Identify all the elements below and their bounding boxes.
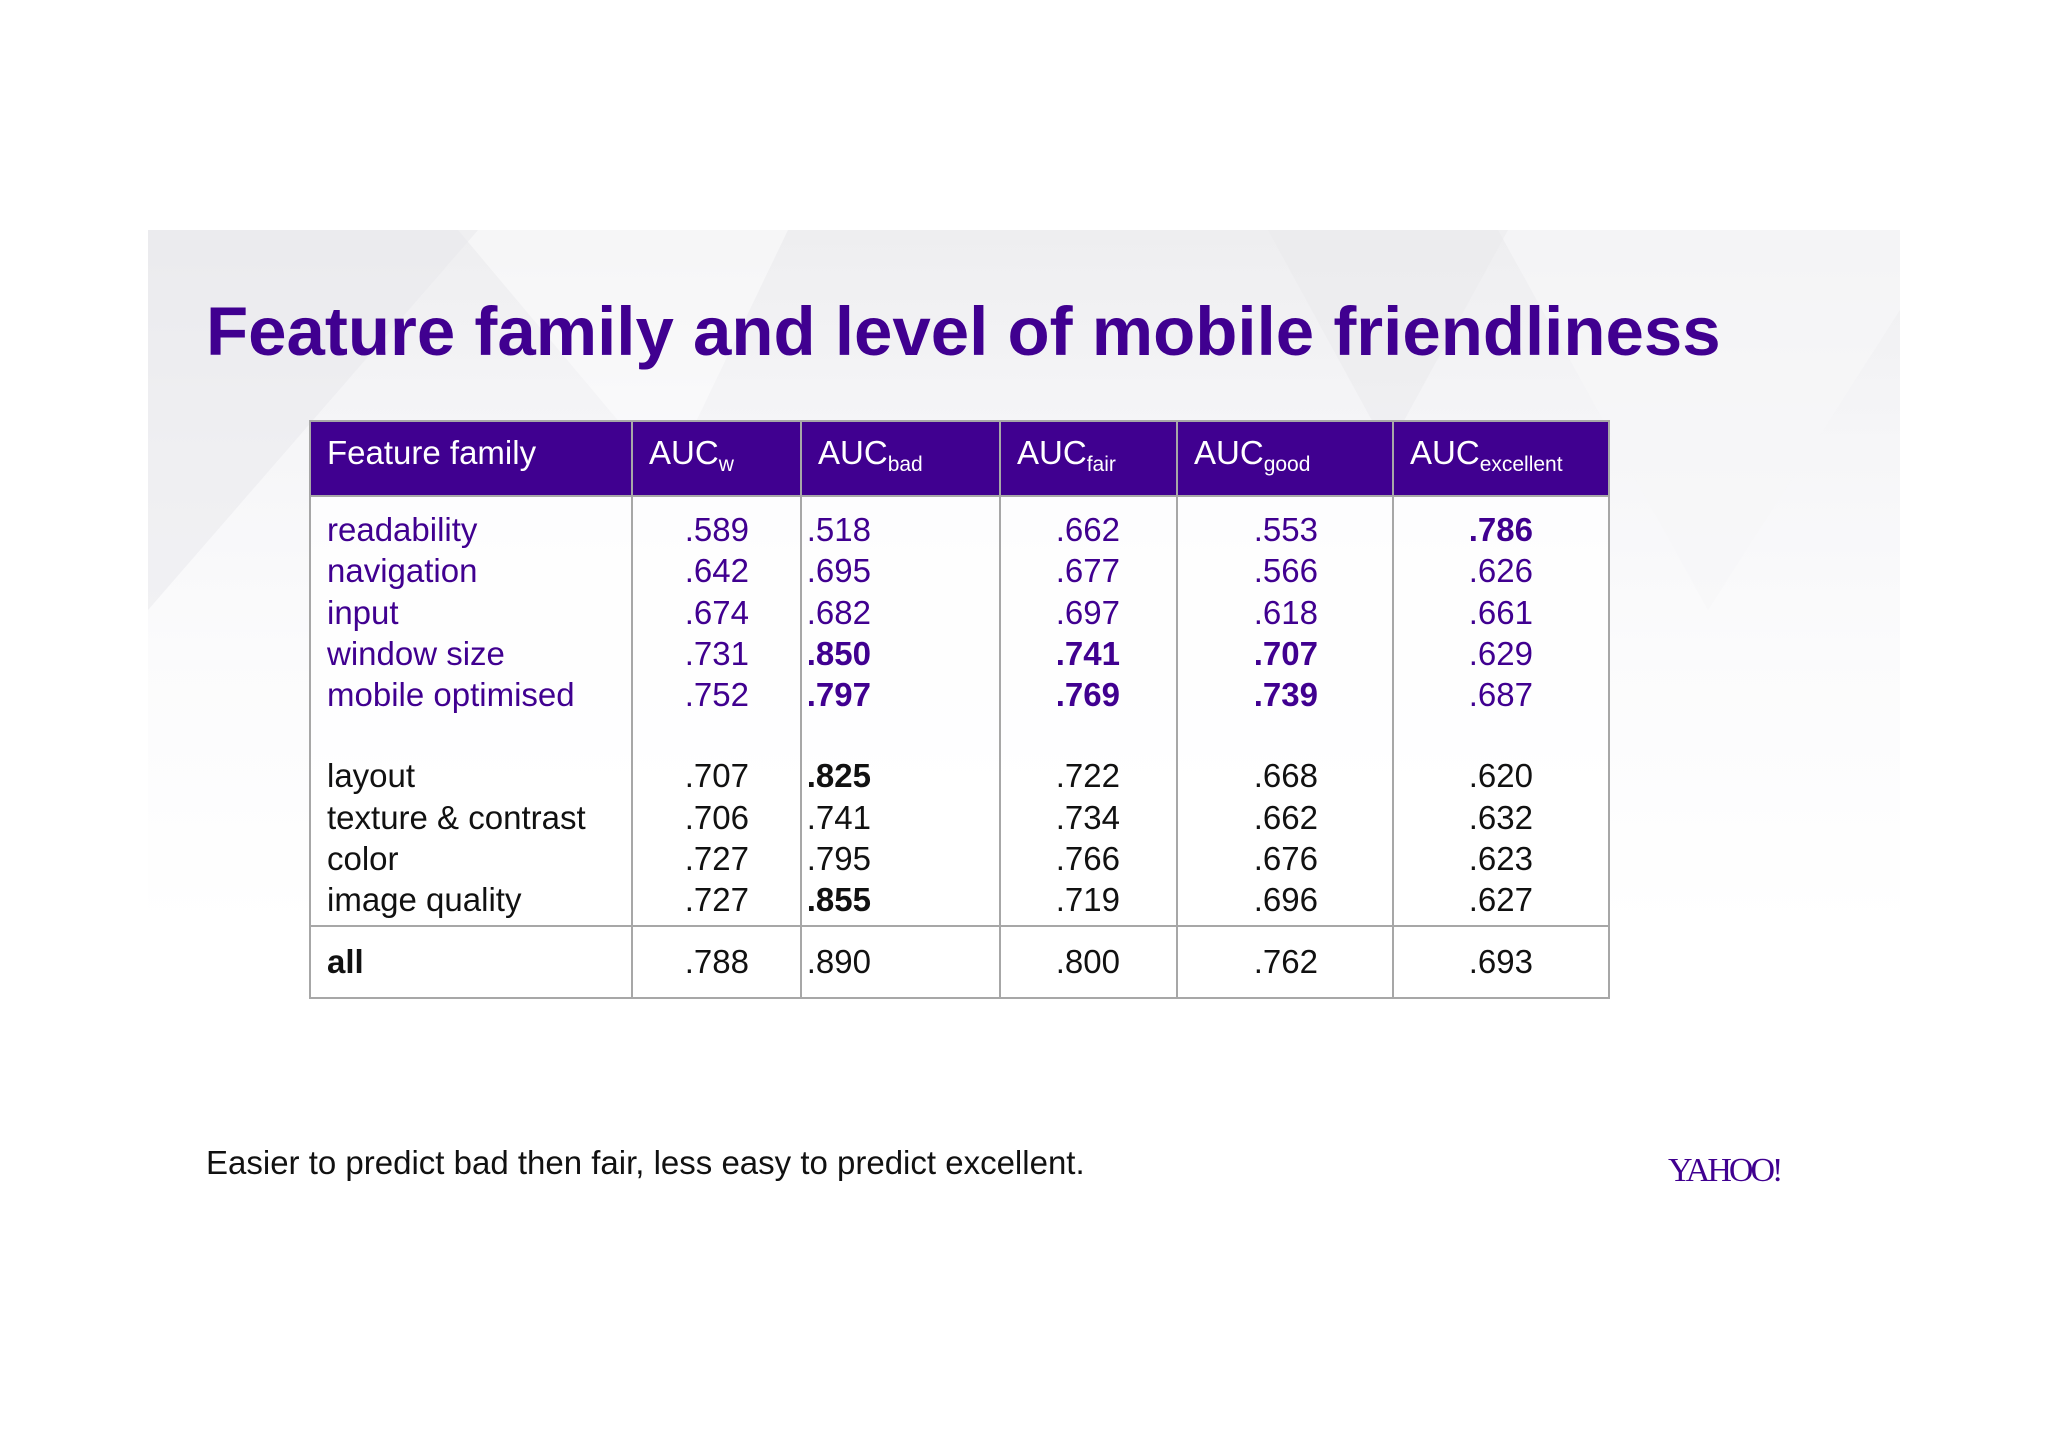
feature-name: image quality [327, 881, 522, 919]
auc-value: .707 [684, 757, 749, 795]
auc-value: .734 [1055, 798, 1120, 836]
auc-value: .687 [1468, 676, 1533, 714]
all-auc-fair: .800 [1000, 926, 1177, 998]
feature-name: color [327, 840, 399, 878]
auc-value: .855 [806, 881, 871, 919]
feature-name: texture & contrast [327, 798, 586, 836]
feature-name: input [327, 593, 399, 631]
auc-value: .766 [1055, 840, 1120, 878]
auc-fair-column [1000, 496, 1177, 926]
feature-name: navigation [327, 552, 478, 590]
auc-value: .629 [1468, 634, 1533, 672]
auc-value: .850 [806, 634, 871, 672]
auc-value: .674 [684, 593, 749, 631]
auc-value: .825 [806, 757, 871, 795]
header-feature-family: Feature family [310, 421, 632, 496]
auc-bad-column [801, 496, 1000, 926]
auc-value: .661 [1468, 593, 1533, 631]
header-auc-fair: $AUC_{fair}$ [1000, 421, 1177, 496]
table-body-block [310, 496, 1609, 926]
auc-value: .731 [684, 634, 749, 672]
auc-value: .697 [1055, 593, 1120, 631]
slide [148, 230, 1900, 1447]
group-spacer [802, 715, 871, 755]
auc-value: .786 [1468, 511, 1533, 548]
auc-value: .722 [1055, 757, 1120, 795]
feature-name: layout [327, 757, 416, 795]
all-auc-excellent: .693 [1393, 926, 1609, 998]
auc-value: .566 [1253, 552, 1318, 590]
auc-value: .741 [806, 798, 871, 836]
auc-w-column [632, 496, 801, 926]
header-auc-excellent: $AUC_{excellent}$ [1393, 421, 1609, 496]
group-spacer [327, 715, 631, 755]
auc-value: .682 [806, 593, 871, 631]
group-spacer [1001, 715, 1120, 755]
feature-family-column [310, 496, 632, 926]
auc-value: .727 [684, 881, 749, 919]
feature-name: mobile optimised [327, 676, 575, 714]
auc-value: .677 [1055, 552, 1120, 590]
auc-value: .739 [1253, 676, 1318, 714]
auc-value: .623 [1468, 840, 1533, 878]
all-auc-bad: .890 [801, 926, 1000, 998]
auc-value: .795 [806, 840, 871, 878]
feature-name: readability [327, 511, 478, 548]
auc-value: .797 [806, 676, 871, 714]
auc-excellent-column [1393, 496, 1609, 926]
auc-value: .618 [1253, 593, 1318, 631]
auc-value: .620 [1468, 757, 1533, 795]
auc-value: .706 [684, 798, 749, 836]
auc-value: .707 [1253, 634, 1318, 672]
footnote: Easier to predict bad then fair, less easy to predict excellent. [206, 1144, 1085, 1181]
auc-value: .695 [806, 552, 871, 590]
all-auc-good: .762 [1177, 926, 1393, 998]
auc-value: .741 [1055, 634, 1120, 672]
auc-value: .769 [1055, 676, 1120, 714]
header-auc-bad: $AUC_{bad}$ [801, 421, 1000, 496]
auc-value: .719 [1055, 881, 1120, 919]
table-header-row [310, 421, 1609, 496]
auc-value: .632 [1468, 798, 1533, 836]
table-row-all [310, 926, 1609, 998]
all-label: all [310, 926, 632, 998]
group-spacer [1178, 715, 1318, 755]
auc-value: .518 [806, 511, 871, 548]
auc-value: .727 [684, 840, 749, 878]
auc-value: .626 [1468, 552, 1533, 590]
auc-value: .553 [1253, 511, 1318, 548]
header-auc-w: $AUC_w$ [632, 421, 801, 496]
auc-value: .642 [684, 552, 749, 590]
yahoo-logo: YAHOO! [1668, 1152, 1781, 1189]
page-title: Feature family and level of mobile friendliness [206, 293, 1721, 370]
feature-name: window size [327, 634, 505, 672]
header-auc-good: $AUC_{good}$ [1177, 421, 1393, 496]
auc-table [309, 420, 1610, 999]
auc-value: .696 [1253, 881, 1318, 919]
all-auc-w: .788 [632, 926, 801, 998]
auc-value: .589 [684, 511, 749, 548]
group-spacer [633, 715, 749, 755]
auc-value: .668 [1253, 757, 1318, 795]
auc-value: .662 [1055, 511, 1120, 548]
auc-value: .676 [1253, 840, 1318, 878]
auc-good-column [1177, 496, 1393, 926]
auc-value: .752 [684, 676, 749, 714]
auc-table-container [309, 420, 1610, 999]
auc-value: .662 [1253, 798, 1318, 836]
auc-value: .627 [1468, 881, 1533, 919]
group-spacer [1394, 715, 1533, 755]
